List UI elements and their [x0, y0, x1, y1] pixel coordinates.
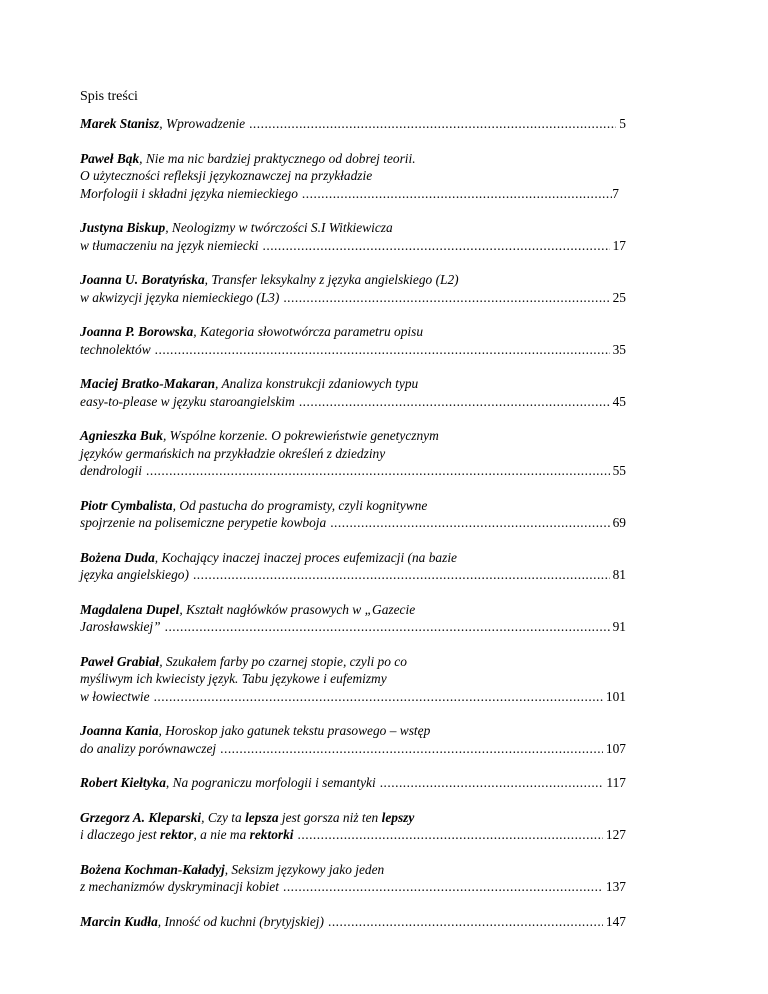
toc-title-line: spojrzenie na polisemiczne perypetie kowboja [80, 515, 327, 530]
toc-entry-last-line [80, 341, 626, 359]
toc-author: Marek Stanisz [80, 116, 160, 131]
toc-title-line: do analizy porównawczej [80, 740, 217, 756]
toc-leader-dots [249, 115, 616, 133]
toc-entry-last-line [80, 878, 626, 896]
toc-entry [80, 722, 626, 757]
toc-title-line: w akwizycji języka niemieckiego (L3) [80, 289, 280, 305]
toc-leader-dots [328, 913, 603, 931]
toc-leader-dots [330, 514, 609, 532]
toc-entry-last-line [80, 514, 626, 532]
toc-leader-dots [146, 462, 610, 480]
toc-title-line: Morfologii i składni języka niemieckiego [80, 185, 298, 201]
page-title: Spis treści [80, 89, 138, 104]
toc-author: Agnieszka Buk [80, 428, 163, 443]
toc-title: , Kategoria słowotwórcza parametru opisu [193, 324, 424, 339]
toc-title-line: z mechanizmów dyskryminacji kobiet [80, 879, 279, 894]
toc-title-line: technolektów [80, 341, 151, 357]
toc-title-line: języka angielskiego) [80, 567, 189, 582]
toc-entry [80, 774, 626, 792]
toc-title: , Neologizmy w twórczości S.I Witkiewicza [165, 220, 393, 235]
toc-title: i dlaczego jest [80, 827, 160, 842]
toc-title: , Analiza konstrukcji zdaniowych typu [215, 376, 419, 391]
toc-page-number: 69 [612, 515, 626, 530]
toc-entry-last-line [80, 115, 626, 133]
toc-title: , Od pastucha do programisty, czyli kognitywne [172, 497, 428, 513]
toc-page-number: 147 [605, 913, 626, 929]
toc-page-number: 117 [606, 775, 626, 790]
toc-entry-last-line [80, 774, 626, 792]
toc-title-line: Jarosławskiej” [80, 619, 161, 634]
toc-author: Bożena Duda [80, 549, 155, 565]
toc-entry-last-line [80, 740, 626, 758]
toc-leader-dots [263, 237, 610, 255]
toc-title: jest gorsza niż ten [278, 809, 382, 825]
toc-leader-dots [165, 618, 610, 636]
toc-entry [80, 913, 626, 931]
toc-title-line: w tłumaczeniu na język niemiecki [80, 237, 259, 253]
toc-title: , Horoskop jako gatunek tekstu prasowego – wstęp [158, 723, 431, 738]
toc-page-number: 137 [605, 879, 626, 894]
toc-title-emphasis: lepszy [381, 809, 415, 825]
toc-entry [80, 271, 626, 306]
toc-page-number: 127 [605, 827, 626, 842]
toc-leader-dots [283, 878, 603, 896]
toc-title-line: myśliwym ich kwiecisty język. Tabu językowe i eufemizmy [80, 671, 387, 686]
toc-author: Joanna Kania [80, 723, 159, 738]
toc-title: , Wprowadzenie [159, 116, 246, 131]
toc-author: Paweł Bąk [80, 150, 140, 166]
toc-entry-last-line [80, 393, 626, 411]
toc-title-emphasis: rektor [159, 827, 194, 842]
toc-page-number: 35 [612, 341, 626, 357]
toc-entry [80, 427, 626, 480]
toc-entry [80, 809, 626, 844]
toc-title: , Nie ma nic bardziej praktycznego od dobrej teorii. [139, 150, 416, 166]
toc-title: , Szukałem farby po czarnej stopie, czyli po co [159, 653, 407, 669]
toc-page-number: 101 [605, 688, 626, 704]
toc-author: Robert Kiełtyka [80, 775, 166, 790]
toc-entry [80, 150, 626, 203]
toc-title: , Kształt nagłówków prasowych w „Gazecie [179, 601, 416, 617]
toc-entry-last-line [80, 618, 626, 636]
toc-entry [80, 219, 626, 254]
toc-title: , Czy ta [201, 809, 246, 825]
toc-entry-last-line [80, 185, 626, 203]
toc-entry [80, 653, 626, 706]
toc-title-line: easy-to-please w języku staroangielskim [80, 393, 295, 409]
toc-page-number: 45 [612, 393, 626, 409]
toc-author: Bożena Kochman-Kaładyj [80, 861, 225, 877]
toc-page-number: 81 [612, 567, 626, 582]
toc-title-emphasis: lepsza [245, 809, 279, 825]
toc-entry [80, 115, 626, 133]
toc-title-line: w łowiectwie [80, 688, 150, 704]
toc-entry-last-line [80, 462, 626, 480]
toc-title-emphasis: rektorki [249, 827, 294, 842]
toc-leader-dots [283, 289, 609, 307]
toc-title-line: języków germańskich na przykładzie określeń z dziedziny [80, 445, 386, 461]
toc-leader-dots [299, 393, 610, 411]
toc-author: Piotr Cymbalista [80, 497, 173, 513]
toc-leader-dots [155, 341, 610, 359]
toc-author: Grzegorz A. Kleparski [80, 809, 202, 825]
toc-entry [80, 861, 626, 896]
toc-entry-last-line [80, 289, 626, 307]
toc-page-number: 5 [619, 116, 626, 131]
toc-entry-last-line [80, 688, 626, 706]
toc-entry-last-line [80, 237, 626, 255]
toc-title: , Transfer leksykalny z języka angielskiego (L2) [204, 272, 459, 287]
toc-entry [80, 323, 626, 358]
toc-author: Marcin Kudła [80, 913, 158, 929]
toc-leader-dots [220, 740, 603, 758]
toc-entry-last-line [80, 913, 626, 931]
toc-title: , Seksizm językowy jako jeden [224, 861, 385, 877]
toc-leader-dots [302, 185, 612, 203]
toc-title-line: dendrologii [80, 463, 142, 478]
toc-page-number: 55 [612, 463, 626, 478]
toc-title-line: O użyteczności refleksji językoznawczej na przykładzie [80, 168, 373, 183]
toc-title: , Inność od kuchni (brytyjskiej) [157, 913, 324, 929]
table-of-contents [80, 115, 626, 947]
toc-page-number: 7 [612, 185, 619, 201]
toc-author: Justyna Biskup [80, 220, 166, 235]
toc-entry [80, 375, 626, 410]
toc-entry-last-line [80, 566, 626, 584]
toc-page-number: 107 [605, 740, 626, 756]
toc-title: , Na pograniczu morfologii i semantyki [165, 775, 376, 790]
toc-author: Paweł Grabiał [80, 653, 160, 669]
toc-entry [80, 601, 626, 636]
toc-title: , a nie ma [193, 827, 250, 842]
toc-entry [80, 497, 626, 532]
toc-leader-dots [154, 688, 603, 706]
toc-author: Maciej Bratko-Makaran [80, 376, 216, 391]
toc-entry [80, 549, 626, 584]
toc-leader-dots [380, 774, 604, 792]
toc-author: Joanna U. Boratyńska [80, 272, 205, 287]
toc-leader-dots [193, 566, 610, 584]
toc-title: , Kochający inaczej inaczej proces eufemizacji (na bazie [154, 549, 457, 565]
toc-leader-dots [298, 826, 603, 844]
toc-title: , Wspólne korzenie. O pokrewieństwie genetycznym [162, 428, 439, 443]
toc-page-number: 25 [612, 289, 626, 305]
toc-author: Joanna P. Borowska [80, 324, 194, 339]
toc-entry-last-line [80, 826, 626, 844]
toc-author: Magdalena Dupel [80, 601, 180, 617]
toc-page-number: 91 [612, 619, 626, 634]
toc-page-number: 17 [612, 237, 626, 253]
